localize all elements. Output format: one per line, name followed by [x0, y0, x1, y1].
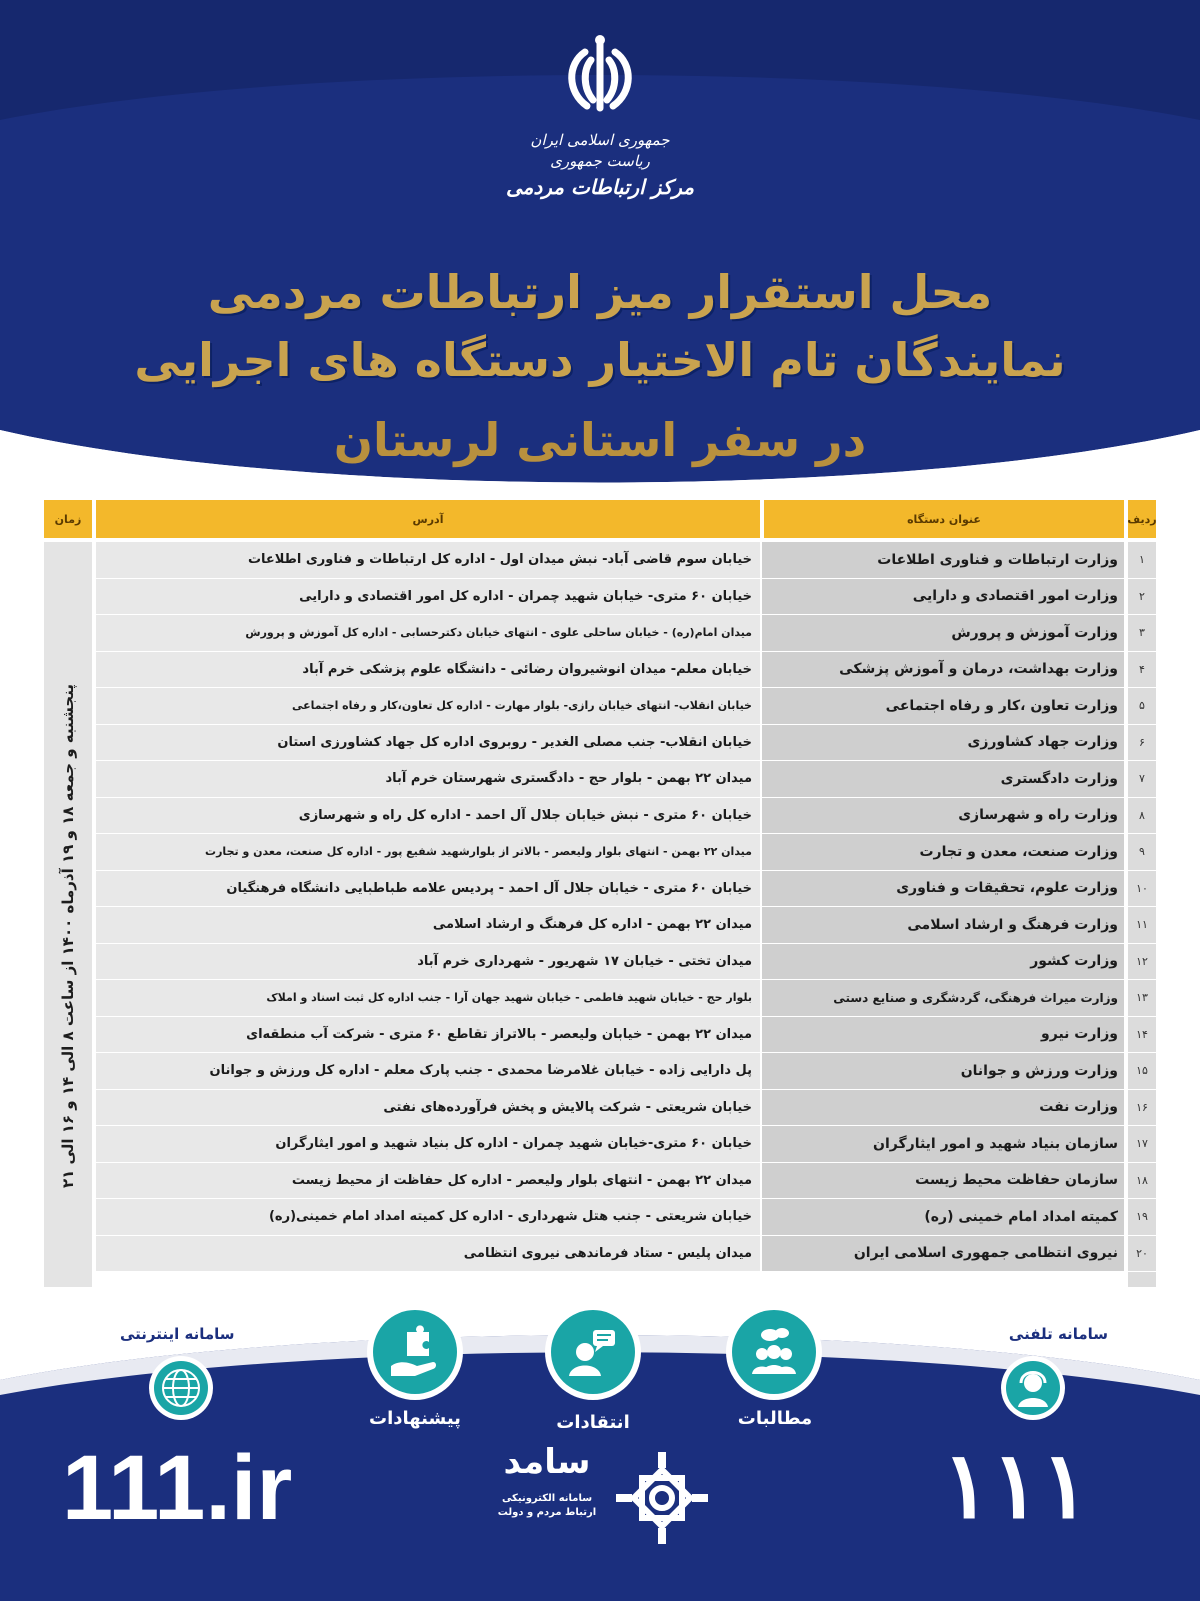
device-address: خیابان شریعتی - جنب هتل شهرداری - اداره کل کمیته امداد امام خمینی(ره) — [96, 1199, 760, 1235]
people-chat-icon — [744, 1322, 804, 1382]
headset-operator-icon — [1000, 1355, 1066, 1421]
device-address: خیابان شریعتی - شرکت پالایش و پخش فرآورده‌های نفتی — [96, 1090, 760, 1126]
device-address: میدان تختی - خیابان ۱۷ شهریور - شهرداری خرم آباد — [96, 944, 760, 980]
row-number: ۴ — [1139, 662, 1145, 676]
table-rows — [96, 542, 1156, 1272]
title-line-3: در سفر استانی لرستان — [333, 413, 867, 467]
table-row — [96, 542, 1156, 579]
row-number: ۱۵ — [1136, 1064, 1148, 1078]
samad-emblem-icon — [612, 1448, 712, 1548]
device-address: پل دارایی زاده - خیابان غلامرضا محمدی - جنب پارک معلم - اداره کل ورزش و جوانان — [96, 1053, 760, 1089]
row-number: ۱۳ — [1136, 991, 1148, 1005]
device-name: وزارت علوم، تحقیقات و فناوری — [762, 871, 1124, 907]
device-name: وزارت ورزش و جوانان — [762, 1053, 1124, 1089]
row-number: ۸ — [1139, 808, 1145, 822]
device-name: وزارت آموزش و پرورش — [762, 615, 1124, 651]
table-row — [96, 579, 1156, 616]
table-row — [96, 1163, 1156, 1200]
device-address: میدان ۲۲ بهمن - اداره کل فرهنگ و ارشاد اسلامی — [96, 907, 760, 943]
row-number: ۲۰ — [1136, 1246, 1148, 1260]
row-number: ۱۲ — [1136, 954, 1148, 968]
row-number: ۹ — [1139, 845, 1145, 859]
device-name: وزارت فرهنگ و ارشاد اسلامی — [762, 907, 1124, 943]
time-text: پنجشنبه و جمعه ۱۸ و ۱۹ آذرماه ۱۴۰۰ از ساعت ۸ الی ۱۴ و ۱۶ الی ۲۱ — [59, 684, 77, 1188]
time-column — [44, 542, 92, 1287]
row-number: ۱۸ — [1136, 1173, 1148, 1187]
table-row — [96, 1236, 1156, 1273]
device-address: خیابان انقلاب- جنب مصلی الغدیر - روبروی اداره کل جهاد کشاورزی استان — [96, 725, 760, 761]
device-address: میدان ۲۲ بهمن - خیابان ولیعصر - بالاتراز تقاطع ۶۰ متری - شرکت آب منطقه‌ای — [96, 1017, 760, 1053]
title-line-2: نمایندگان تام الاختیار دستگاه های اجرایی — [134, 333, 1066, 387]
device-address: خیابان انقلاب- انتهای خیابان رازی- بلوار مهارت - اداره کل تعاون،کار و رفاه اجتماعی — [96, 688, 760, 724]
device-address: خیابان ۶۰ متری - خیابان جلال آل احمد - پردیس علامه طباطبایی دانشگاه فرهنگیان — [96, 871, 760, 907]
table-row — [96, 1053, 1156, 1090]
header-time: زمان — [44, 500, 92, 538]
table-row — [96, 615, 1156, 652]
table-row — [96, 907, 1156, 944]
table-row — [96, 798, 1156, 835]
header-address: آدرس — [96, 500, 760, 538]
table-row — [96, 944, 1156, 981]
table-row — [96, 834, 1156, 871]
device-address: میدان امام(ره) - خیابان ساحلی علوی - انتهای خیابان دکترحسابی - اداره کل آموزش و پرورش — [96, 615, 760, 651]
table-row — [96, 1199, 1156, 1236]
table-row — [96, 688, 1156, 725]
internet-system-label: سامانه اینترنتی — [120, 1325, 235, 1343]
table-row — [96, 1017, 1156, 1054]
row-number: ۱۰ — [1136, 881, 1148, 895]
samad-subtitle-line-2: ارتباط مردم و دولت — [497, 1507, 597, 1518]
row-number: ۵ — [1139, 699, 1145, 713]
row-number: ۱۱ — [1136, 918, 1148, 932]
device-name: وزارت راه و شهرسازی — [762, 798, 1124, 834]
table-row — [96, 980, 1156, 1017]
device-address: خیابان سوم قاضی آباد- نبش میدان اول - اداره کل ارتباطات و فناوری اطلاعات — [96, 542, 760, 578]
device-address: میدان ۲۲ بهمن - انتهای بلوار ولیعصر - بالاتر از بلوارشهید شفیع پور - اداره کل صنعت، معدن و تجارت — [96, 834, 760, 870]
criticisms-label: انتقادات — [556, 1412, 630, 1433]
internet-address[interactable]: 111.ir — [62, 1437, 293, 1539]
device-name: وزارت نیرو — [762, 1017, 1124, 1053]
device-name: وزارت نفت — [762, 1090, 1124, 1126]
suggestions-label: پیشنهادات — [369, 1408, 461, 1429]
device-name: وزارت امور اقتصادی و دارایی — [762, 579, 1124, 615]
device-name: کمیته امداد امام خمینی (ره) — [762, 1199, 1124, 1235]
device-name: نیروی انتظامی جمهوری اسلامی ایران — [762, 1236, 1124, 1272]
org-lines — [440, 130, 760, 202]
device-name: سازمان حفاظت محیط زیست — [762, 1163, 1124, 1199]
device-address: خیابان ۶۰ متری-خیابان شهید چمران - اداره کل بنیاد شهید و امور ایثارگران — [96, 1126, 760, 1162]
device-name: وزارت جهاد کشاورزی — [762, 725, 1124, 761]
row-number: ۱۷ — [1136, 1137, 1148, 1151]
org-line-3: مرکز ارتباطات مردمی — [505, 175, 695, 199]
devices-table — [44, 500, 1156, 1290]
device-name: وزارت کشور — [762, 944, 1124, 980]
device-name: وزارت میراث فرهنگی، گردشگری و صنایع دستی — [762, 980, 1124, 1016]
table-row — [96, 652, 1156, 689]
phone-number[interactable]: ۱۱۱ — [941, 1435, 1090, 1537]
row-number: ۶ — [1139, 735, 1145, 749]
header-row-num: ردیف — [1128, 500, 1156, 538]
device-address: خیابان ۶۰ متری- خیابان شهید چمران - اداره کل امور اقتصادی و دارایی — [96, 579, 760, 615]
samad-subtitle-line-1: سامانه الکترونیکی — [501, 1493, 593, 1504]
suggestions-circle — [367, 1304, 463, 1400]
table-row — [96, 1090, 1156, 1127]
org-line-2: ریاست جمهوری — [550, 152, 650, 170]
row-number: ۲ — [1139, 589, 1145, 603]
table-row — [96, 1126, 1156, 1163]
row-number: ۷ — [1139, 772, 1145, 786]
iran-emblem-icon — [555, 30, 645, 120]
title-line-1: محل استقرار میز ارتباطات مردمی — [207, 265, 993, 319]
org-line-1: جمهوری اسلامی ایران — [530, 131, 670, 149]
row-number: ۱۶ — [1136, 1100, 1148, 1114]
samad-logo-text: سامد — [503, 1442, 591, 1482]
row-number: ۱۴ — [1136, 1027, 1148, 1041]
device-name: وزارت صنعت، معدن و تجارت — [762, 834, 1124, 870]
device-name: وزارت بهداشت، درمان و آموزش پزشکی — [762, 652, 1124, 688]
device-address: میدان ۲۲ بهمن - انتهای بلوار ولیعصر - اداره کل حفاظت از محیط زیست — [96, 1163, 760, 1199]
row-number: ۳ — [1139, 626, 1145, 640]
device-address: خیابان معلم- میدان انوشیروان رضائی - دانشگاه علوم پزشکی خرم آباد — [96, 652, 760, 688]
device-address: میدان پلیس - ستاد فرماندهی نیروی انتظامی — [96, 1236, 760, 1272]
table-row — [96, 725, 1156, 762]
hand-puzzle-icon — [385, 1322, 445, 1382]
header-device-title: عنوان دستگاه — [764, 500, 1124, 538]
globe-icon — [148, 1355, 214, 1421]
device-address: بلوار حج - خیابان شهید فاطمی - خیابان شهید جهان آرا - جنب اداره کل ثبت اسناد و املاک — [96, 980, 760, 1016]
row-number: ۱۹ — [1136, 1210, 1148, 1224]
device-name: وزارت تعاون ،کار و رفاه اجتماعی — [762, 688, 1124, 724]
device-name: سازمان بنیاد شهید و امور ایثارگران — [762, 1126, 1124, 1162]
criticisms-circle — [545, 1304, 641, 1400]
demands-label: مطالبات — [737, 1408, 813, 1429]
device-address: میدان ۲۲ بهمن - بلوار حج - دادگستری شهرستان خرم آباد — [96, 761, 760, 797]
table-row — [96, 761, 1156, 798]
person-speech-icon — [563, 1322, 623, 1382]
samad-subtitle — [492, 1492, 602, 1520]
device-name: وزارت ارتباطات و فناوری اطلاعات — [762, 542, 1124, 578]
table-row — [96, 871, 1156, 908]
row-number: ۱ — [1139, 553, 1145, 567]
phone-system-label: سامانه تلفنی — [1008, 1325, 1108, 1343]
device-name: وزارت دادگستری — [762, 761, 1124, 797]
device-address: خیابان ۶۰ متری - نبش خیابان جلال آل احمد - اداره کل راه و شهرسازی — [96, 798, 760, 834]
demands-circle — [726, 1304, 822, 1400]
